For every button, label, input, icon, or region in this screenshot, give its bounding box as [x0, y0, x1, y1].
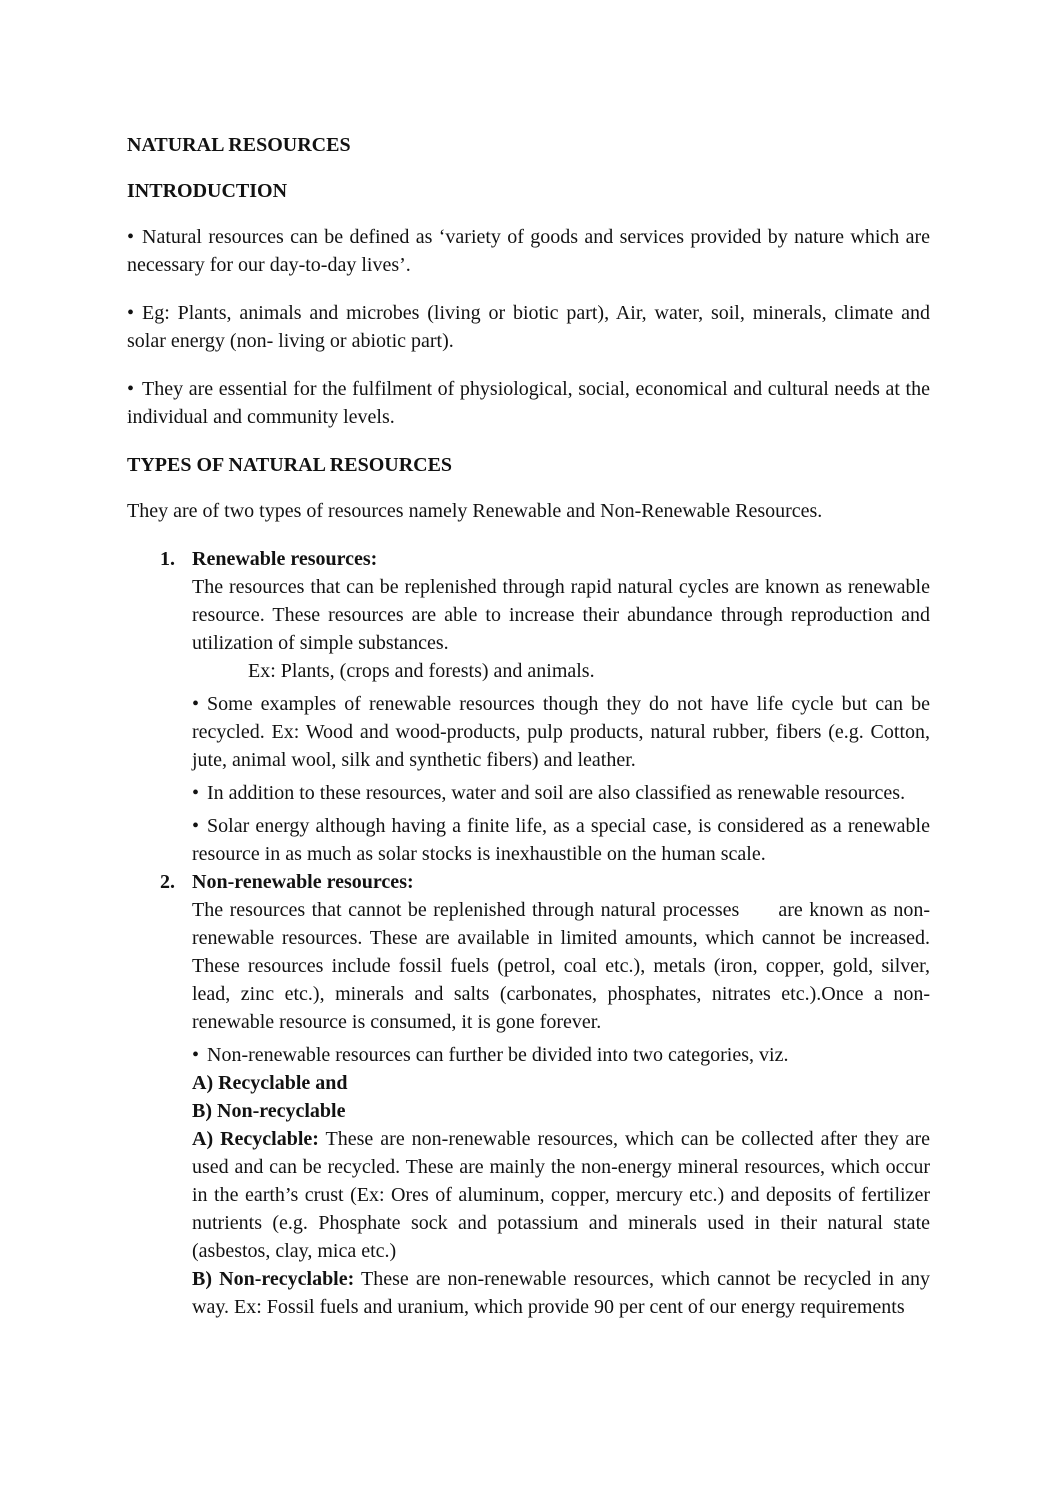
renewable-bullet-water-soil-text: In addition to these resources, water and soil are also classified as renewable resources. — [207, 782, 906, 804]
recyclable-label: A) Recyclable: — [192, 1128, 319, 1150]
list-item-renewable — [127, 545, 930, 868]
renewable-bullet-solar — [192, 812, 930, 868]
list-item-nonrenewable — [127, 868, 930, 1321]
intro-bullet-definition — [127, 223, 930, 279]
renewable-bullet-recycled-text: Some examples of renewable resources though they do not have life cycle but can be recycled. Ex: Wood and wood-products, pulp products, natural rubber, fibers (e.g. Cotton, jute, animal wool, silk and synthetic fibers) and leather. — [192, 693, 930, 771]
bullet-icon: • — [127, 378, 135, 400]
intro-bullet-essential — [127, 375, 930, 431]
renewable-title: Renewable resources: — [192, 548, 378, 570]
intro-bullet-definition-text: Natural resources can be defined as ‘variety of goods and services provided by nature which are necessary for our day-to-day lives’. — [127, 226, 930, 276]
nonrenewable-bullet-categories-text: Non-renewable resources can further be divided into two categories, viz. — [207, 1044, 789, 1066]
intro-bullet-essential-text: They are essential for the fulfilment of physiological, social, economical and cultural needs at the individual and community levels. — [127, 378, 930, 428]
intro-bullet-examples-text: Eg: Plants, animals and microbes (living or biotic part), Air, water, soil, minerals, climate and solar energy (non- living or abiotic part). — [127, 302, 930, 352]
nonrenewable-body: The resources that cannot be replenished through natural processes are known as non-renewable resources. These are available in limited amounts, which cannot be increased. These resources include fossil fuels (petrol, coal etc.), metals (iron, copper, gold, silver, lead, zinc etc.), minerals and salts (carbonates, phosphates, nitrates etc.).Once a non-renewable resource is consumed, it is gone forever. — [192, 899, 930, 1033]
renewable-bullet-solar-text: Solar energy although having a finite life, as a special case, is considered as a renewable resource in as much as solar stocks is inexhaustible on the human scale. — [192, 815, 930, 865]
list-number-2: 2. — [160, 871, 175, 893]
nonrecyclable-label: B) Non-recyclable: — [192, 1268, 355, 1290]
renewable-bullet-recycled — [192, 690, 930, 774]
types-lead-paragraph: They are of two types of resources namely Renewable and Non-Renewable Resources. — [127, 500, 823, 522]
recyclable-text: These are non-renewable resources, which can be collected after they are used and can be recycled. These are mainly the non-energy mineral resources, which occur in the earth’s crust (Ex: Ores of aluminum, copper, mercury etc.) and deposits of fertilizer nutrients (e.g. Phosphate sock and potassium and minerals used in their natural state (asbestos, clay, mica etc.) — [192, 1128, 930, 1262]
bullet-icon: • — [127, 226, 135, 248]
nonrenewable-bullet-categories — [192, 1041, 930, 1069]
renewable-example: Ex: Plants, (crops and forests) and animals. — [248, 660, 595, 682]
list-number-1: 1. — [160, 548, 175, 570]
nonrenewable-title: Non-renewable resources: — [192, 871, 414, 893]
document-title: NATURAL RESOURCES — [127, 134, 351, 156]
introduction-heading: INTRODUCTION — [127, 180, 288, 202]
nonrecyclable-paragraph — [192, 1265, 930, 1321]
bullet-icon: • — [192, 782, 200, 804]
category-b-label: B) Non-recyclable — [192, 1100, 346, 1122]
types-heading: TYPES OF NATURAL RESOURCES — [127, 454, 453, 476]
renewable-bullet-water-soil — [192, 779, 930, 807]
bullet-icon: • — [127, 302, 135, 324]
bullet-icon: • — [192, 1044, 200, 1066]
category-a-label: A) Recyclable and — [192, 1072, 348, 1094]
recyclable-paragraph — [192, 1125, 930, 1265]
bullet-icon: • — [192, 815, 200, 837]
intro-bullet-examples — [127, 299, 930, 355]
bullet-icon: • — [192, 693, 200, 715]
nonrecyclable-text: These are non-renewable resources, which cannot be recycled in any way. Ex: Fossil fuels and uranium, which provide 90 per cent of our energy requirements — [192, 1268, 930, 1318]
renewable-body: The resources that can be replenished through rapid natural cycles are known as renewable resource. These resources are able to increase their abundance through reproduction and utilization of simple substances. — [192, 576, 930, 654]
